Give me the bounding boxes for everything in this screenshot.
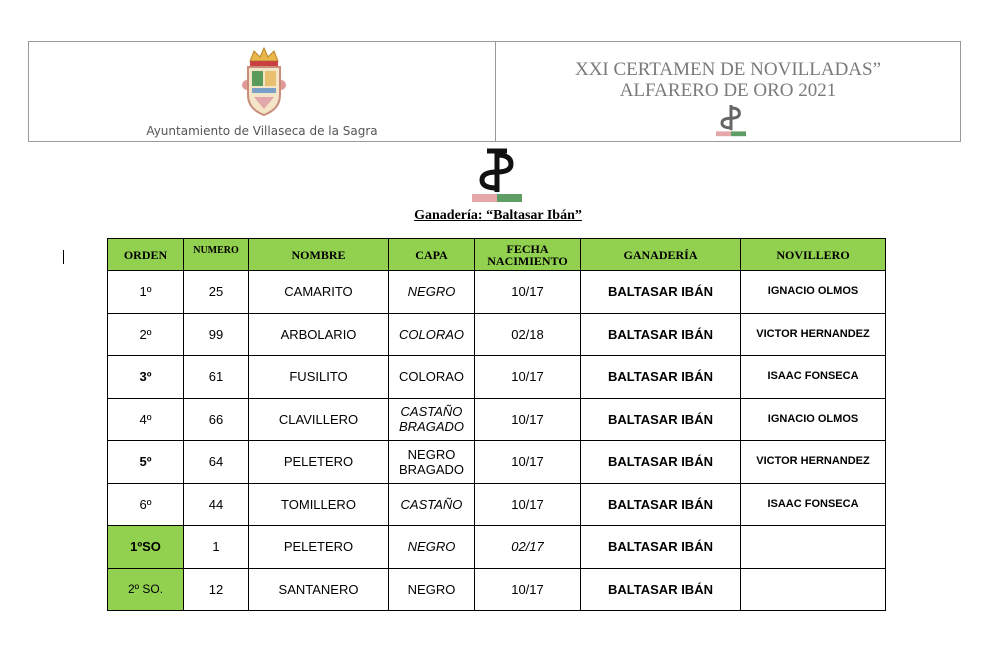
cell-capa bbox=[389, 398, 475, 441]
table-row bbox=[108, 483, 886, 526]
header-fecha-line-2: NACIMIENTO bbox=[487, 253, 568, 268]
cell-ganaderia: BALTASAR IBÁN bbox=[581, 398, 741, 441]
cell-ganaderia: BALTASAR IBÁN bbox=[581, 271, 741, 314]
cell-nombre: CAMARITO bbox=[249, 271, 389, 314]
cell-novillero: VICTOR HERNANDEZ bbox=[741, 441, 886, 484]
cell-fecha: 10/17 bbox=[475, 568, 581, 611]
cell-nombre: ARBOLARIO bbox=[249, 313, 389, 356]
header-ganaderia: GANADERÍA bbox=[581, 239, 741, 271]
cell-orden: 1ºSO bbox=[108, 526, 184, 569]
cell-novillero bbox=[741, 526, 886, 569]
header-nombre: NOMBRE bbox=[249, 239, 389, 271]
cell-numero: 66 bbox=[184, 398, 249, 441]
cell-numero: 1 bbox=[184, 526, 249, 569]
cell-fecha: 10/17 bbox=[475, 483, 581, 526]
cell-novillero: IGNACIO OLMOS bbox=[741, 271, 886, 314]
table-row bbox=[108, 356, 886, 399]
cell-capa bbox=[389, 441, 475, 484]
small-brand-mark-icon bbox=[716, 102, 746, 138]
cell-novillero: VICTOR HERNANDEZ bbox=[741, 313, 886, 356]
cell-numero: 99 bbox=[184, 313, 249, 356]
town-name: Ayuntamiento de Villaseca de la Sagra bbox=[146, 124, 378, 138]
cell-numero: 12 bbox=[184, 568, 249, 611]
event-title-line-2: ALFARERO DE ORO 2021 bbox=[619, 80, 837, 101]
header-numero: NUMERO bbox=[184, 239, 249, 271]
header-orden: ORDEN bbox=[108, 239, 184, 271]
cell-fecha: 02/17 bbox=[475, 526, 581, 569]
cell-nombre: TOMILLERO bbox=[249, 483, 389, 526]
event-title-line-1: XXI CERTAMEN DE NOVILLADAS” bbox=[574, 59, 882, 80]
ganaderia-title bbox=[0, 208, 996, 224]
cell-orden: 2º SO. bbox=[108, 568, 184, 611]
event-title bbox=[496, 59, 960, 101]
cell-capa: NEGRO bbox=[389, 526, 475, 569]
header-novillero: NOVILLERO bbox=[741, 239, 886, 271]
cell-capa: COLORAO bbox=[389, 356, 475, 399]
coat-of-arms-icon bbox=[238, 45, 290, 117]
cell-orden: 1º bbox=[108, 271, 184, 314]
cell-capa: NEGRO bbox=[389, 568, 475, 611]
cell-capa-line-2: BRAGADO bbox=[398, 461, 464, 477]
cell-novillero: IGNACIO OLMOS bbox=[741, 398, 886, 441]
text-cursor bbox=[63, 250, 64, 264]
cell-fecha: 02/18 bbox=[475, 313, 581, 356]
cell-numero: 25 bbox=[184, 271, 249, 314]
cell-nombre: CLAVILLERO bbox=[249, 398, 389, 441]
table-row bbox=[108, 526, 886, 569]
cell-orden: 4º bbox=[108, 398, 184, 441]
header-fecha bbox=[475, 239, 581, 271]
table-row bbox=[108, 313, 886, 356]
cell-ganaderia: BALTASAR IBÁN bbox=[581, 483, 741, 526]
cell-fecha: 10/17 bbox=[475, 441, 581, 484]
ganaderia-label: Ganadería: bbox=[414, 208, 483, 223]
cell-fecha: 10/17 bbox=[475, 398, 581, 441]
ganaderia-name: “Baltasar Ibán” bbox=[486, 208, 582, 223]
cell-nombre: PELETERO bbox=[249, 526, 389, 569]
cell-ganaderia: BALTASAR IBÁN bbox=[581, 526, 741, 569]
cell-ganaderia: BALTASAR IBÁN bbox=[581, 313, 741, 356]
cell-numero: 61 bbox=[184, 356, 249, 399]
cell-ganaderia: BALTASAR IBÁN bbox=[581, 568, 741, 611]
cell-orden: 5º bbox=[108, 441, 184, 484]
cell-ganaderia: BALTASAR IBÁN bbox=[581, 356, 741, 399]
cell-capa: COLORAO bbox=[389, 313, 475, 356]
cell-novillero: ISAAC FONSECA bbox=[741, 356, 886, 399]
header-capa: CAPA bbox=[389, 239, 475, 271]
cell-capa: NEGRO bbox=[389, 271, 475, 314]
cell-fecha: 10/17 bbox=[475, 271, 581, 314]
table-header-row bbox=[108, 239, 886, 271]
cell-nombre: FUSILITO bbox=[249, 356, 389, 399]
cell-numero: 64 bbox=[184, 441, 249, 484]
document-header bbox=[28, 41, 961, 142]
cell-numero: 44 bbox=[184, 483, 249, 526]
brand-mark-icon bbox=[472, 148, 522, 202]
cell-capa-line-2: BRAGADO bbox=[398, 419, 464, 435]
cell-novillero: ISAAC FONSECA bbox=[741, 483, 886, 526]
header-left-cell bbox=[29, 42, 496, 141]
cell-capa-line-1: NEGRO bbox=[407, 446, 456, 462]
table-row bbox=[108, 568, 886, 611]
cell-fecha: 10/17 bbox=[475, 356, 581, 399]
table-row bbox=[108, 398, 886, 441]
cell-ganaderia: BALTASAR IBÁN bbox=[581, 441, 741, 484]
header-fecha-line-1: FECHA bbox=[506, 241, 549, 256]
cell-novillero bbox=[741, 568, 886, 611]
cell-orden: 6º bbox=[108, 483, 184, 526]
table-row bbox=[108, 271, 886, 314]
header-right-cell bbox=[496, 42, 960, 141]
cell-capa: CASTAÑO bbox=[389, 483, 475, 526]
bulls-table bbox=[107, 238, 886, 611]
cell-capa-line-1: CASTAÑO bbox=[400, 404, 463, 420]
table-row bbox=[108, 441, 886, 484]
cell-nombre: SANTANERO bbox=[249, 568, 389, 611]
cell-nombre: PELETERO bbox=[249, 441, 389, 484]
cell-orden: 3º bbox=[108, 356, 184, 399]
cell-orden: 2º bbox=[108, 313, 184, 356]
